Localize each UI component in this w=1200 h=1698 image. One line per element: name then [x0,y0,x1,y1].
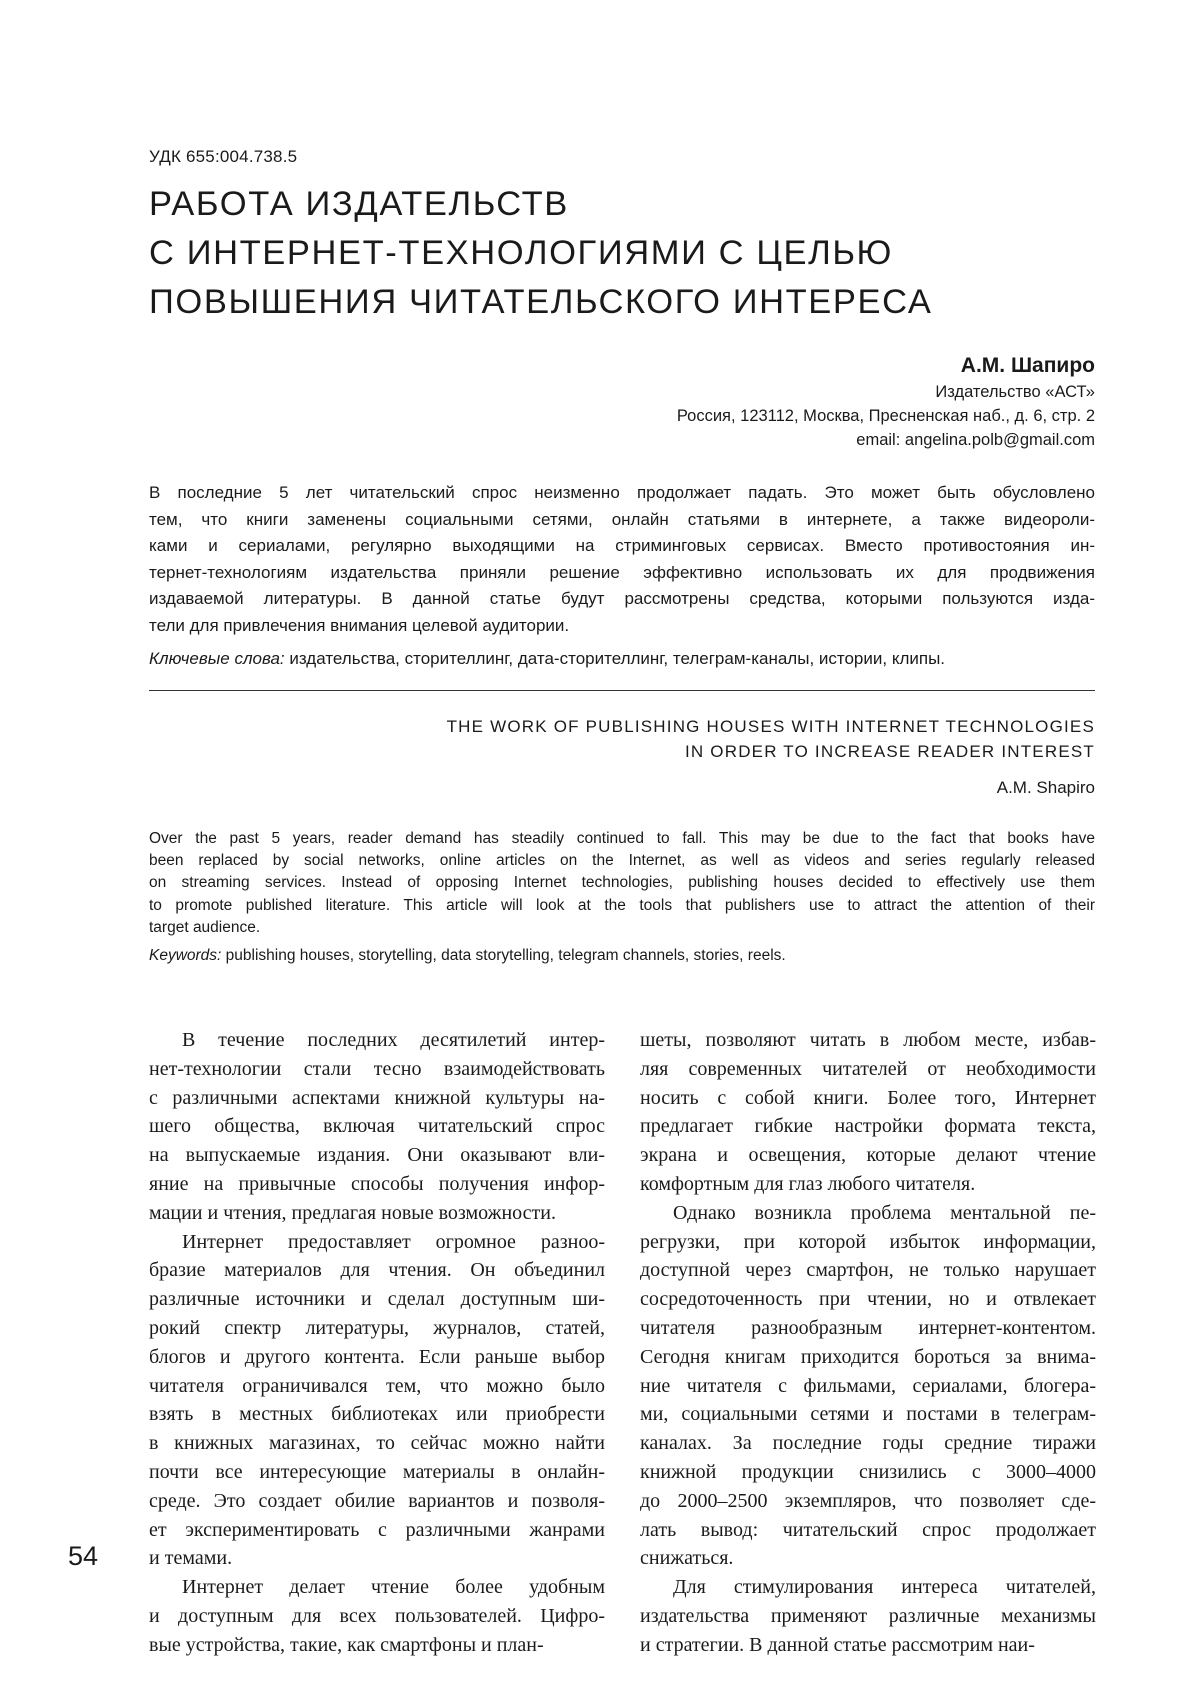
abstract-en-line: on streaming services. Instead of opposing Internet technologies, publishing houses decided to effectively use them [149,874,1095,892]
author-block [677,352,1095,452]
page-number: 54 [68,1541,99,1571]
title-line: РАБОТА ИЗДАТЕЛЬСТВ [149,185,569,223]
body-text-line: с различными аспектами книжной культуры на- [149,1086,605,1109]
body-text-line: среде. Это создает обилие вариантов и позволя- [149,1489,605,1512]
body-text-line: доступной через смартфон, не только нарушает [640,1259,1096,1282]
body-text-line: до 2000–2500 экземпляров, что позволяет сде- [640,1489,1096,1512]
body-text-line: и доступным для всех пользователей. Цифро- [149,1604,605,1627]
body-text-line: ляя современных читателей от необходимости [640,1057,1096,1080]
abstract-ru-line: ками и сериалами, регулярно выходящими на стриминговых сервисах. Вместо противостояния ин- [149,536,1095,556]
body-text-line: предлагает гибкие настройки формата текста, [640,1115,1096,1138]
title-line: ПОВЫШЕНИЯ ЧИТАТЕЛЬСКОГО ИНТЕРЕСА [149,283,933,321]
en-title-line: THE WORK OF PUBLISHING HOUSES WITH INTERNET TECHNOLOGIES [446,717,1095,736]
abstract-ru-line: тем, что книги заменены социальными сетями, онлайн статьями в интернете, а также видеороли- [149,509,1095,529]
author-name: А.М. Шапиро [960,354,1095,377]
body-text-line: бразие материалов для чтения. Он объединил [149,1259,605,1282]
article-title-en [447,714,1095,764]
body-text-line: снижаться. [640,1547,734,1570]
body-text-line: в книжных магазинах, то сейчас можно найти [149,1432,605,1455]
abstract-ru [149,480,1095,640]
keywords-ru-text: издательства, сторителлинг, дата-сторителлинг, телеграм-каналы, истории, клипы. [284,649,946,668]
body-text-line: читателя разнообразным интернет-контентом. [640,1316,1096,1339]
udc-code: УДК 655:004.738.5 [149,147,298,166]
body-text-line: блогов и другого контента. Если раньше выбор [149,1345,605,1368]
body-column-right [640,1026,1096,1660]
body-text-line: ми, социальными сетями и постами в телеграм- [640,1403,1096,1426]
body-text-line: каналах. За последние годы средние тиражи [640,1432,1096,1455]
author-affiliation: Издательство «АСТ» [935,383,1095,401]
section-divider [149,690,1095,691]
body-text-line: почти все интересующие материалы в онлайн- [149,1460,605,1483]
body-text-line: В течение последних десятилетий интер- [182,1029,605,1051]
abstract-en-line: Over the past 5 years, reader demand has steadily continued to fall. This may be due to the fact that books have [149,830,1095,847]
body-text-line: ет экспериментировать с различными жанрами [149,1518,605,1541]
body-text-line: нет-технологии стали тесно взаимодействовать [149,1057,605,1080]
body-text-line: шеты, позволяют читать в любом месте, избав- [640,1029,1096,1051]
abstract-en-line: target audience. [149,918,261,936]
body-text-line: Для стимулирования интереса читателей, [673,1576,1096,1599]
keywords-en [149,945,786,967]
author-address: Россия, 123112, Москва, Пресненская наб., д. 6, стр. 2 [676,407,1095,425]
body-text-line: и темами. [149,1547,233,1570]
keywords-en-text: publishing houses, storytelling, data storytelling, telegram channels, stories, reels. [221,947,786,964]
abstract-ru-line: издаваемой литературы. В данной статье будут рассмотрены средства, которыми пользуются изда- [149,589,1095,609]
abstract-en-line: to promote published literature. This article will look at the tools that publishers use to attract the attention of their [149,896,1095,914]
body-text-line: издательства применяют различные механизмы [640,1604,1096,1627]
abstract-ru-line: тели для привлечения внимания целевой аудитории. [149,615,570,635]
author-name-en: A.M. Shapiro [996,778,1095,797]
title-line: С ИНТЕРНЕТ-ТЕХНОЛОГИЯМИ С ЦЕЛЬЮ [149,234,894,272]
body-text-line: шего общества, включая читательский спрос [149,1115,605,1138]
body-text-line: читателя ограничивался тем, что можно было [149,1374,605,1397]
body-text-line: вые устройства, такие, как смартфоны и план- [149,1633,544,1656]
body-text-line: на выпускаемые издания. Они оказывают вли- [149,1144,605,1167]
body-text-line: мации и чтения, предлагая новые возможности. [149,1201,557,1224]
abstract-en-line: been replaced by social networks, online articles on the Internet, as well as videos and series regularly released [149,852,1095,870]
keywords-en-label: Keywords: [149,947,222,964]
body-text-line: книжной продукции снизились с 3000–4000 [640,1460,1096,1483]
keywords-ru-label: Ключевые слова: [149,649,285,668]
abstract-en [149,828,1095,939]
body-text-line: яние на привычные способы получения инфор- [149,1172,605,1195]
body-text-line: и стратегии. В данной статье рассмотрим наи- [640,1633,1035,1656]
body-text-line: носить с собой книги. Более того, Интернет [640,1086,1096,1109]
body-text-line: сосредоточенность при чтении, но и отвлекает [640,1288,1096,1311]
body-text-line: различные источники и сделал доступным ши- [149,1288,605,1311]
abstract-ru-line: В последние 5 лет читательский спрос неизменно продолжает падать. Это может быть обусловлено [149,483,1095,502]
body-text-line: лать вывод: читательский спрос продолжает [640,1518,1096,1541]
body-text-line: комфортным для глаз любого читателя. [640,1172,976,1195]
article-title-ru [149,180,1099,327]
author-email: email: angelina.polb@gmail.com [856,431,1095,449]
keywords-ru [149,647,1095,671]
body-text-line: регрузки, при которой избыток информации, [640,1230,1096,1253]
body-text-line: Однако возникла проблема ментальной пе- [673,1201,1096,1224]
body-column-left [149,1026,605,1660]
body-text-line: Интернет делает чтение более удобным [182,1576,605,1599]
body-text-line: рокий спектр литературы, журналов, статей, [149,1316,605,1339]
body-text-line: ние читателя с фильмами, сериалами, блогера- [640,1374,1096,1397]
body-text-line: взять в местных библиотеках или приобрести [149,1403,605,1426]
body-text-line: Сегодня книгам приходится бороться за внима- [640,1345,1096,1368]
abstract-ru-line: тернет-технологиям издательства приняли решение эффективно использовать их для продвижения [149,562,1095,582]
body-text-line: экрана и освещения, которые делают чтение [640,1144,1096,1167]
en-title-line: IN ORDER TO INCREASE READER INTEREST [684,742,1095,761]
body-text-line: Интернет предоставляет огромное разноо- [182,1230,605,1253]
